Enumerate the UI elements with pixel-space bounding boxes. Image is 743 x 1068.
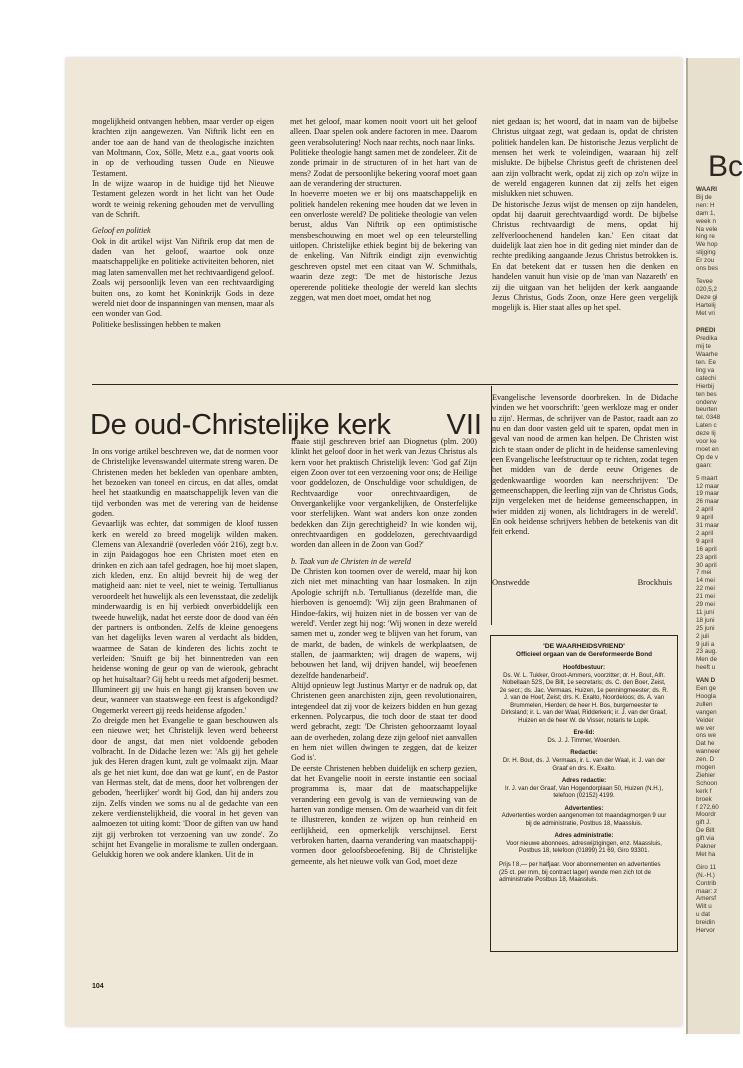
adjacent-page-line: Amersf: [696, 895, 716, 903]
colophon-redactie: Dr. H. Bout, ds. J. Vermaas, ir. L. van der Waal, ir. J. van der Graaf en drs. K. Exalto.: [502, 757, 666, 772]
colophon-adres-redactie-heading: Adres redactie:: [561, 777, 607, 785]
adjacent-page-line: 29 mei: [696, 601, 715, 608]
adjacent-page-line: Veider: [696, 716, 714, 724]
adjacent-page-line: broek: [696, 795, 712, 803]
adjacent-page-line: 22 mei: [696, 585, 715, 593]
colophon-box: [490, 635, 678, 952]
adjacent-page-line: king re: [696, 233, 715, 241]
adjacent-page-line: WAARI: [696, 186, 717, 193]
signature-place: Onstwedde: [492, 578, 530, 587]
adjacent-page-line: u dat: [696, 911, 711, 919]
adjacent-page-line: 020,5,2: [696, 285, 718, 293]
adjacent-page-line: Hartelij: [696, 301, 716, 309]
adjacent-page-line: 7 mei: [696, 569, 712, 577]
adjacent-page-heading: Bc: [708, 150, 743, 183]
adjacent-page-line: Wilt u: [696, 903, 712, 911]
adjacent-page-line: Met vri: [696, 309, 715, 317]
top-column-3: [492, 117, 678, 314]
adjacent-page-line: 12 maar: [696, 482, 720, 490]
adjacent-page-line: Contrib: [696, 879, 717, 887]
adjacent-page-line: wanneer: [696, 748, 721, 756]
top-col3-text: niet gedaan is; het woord, dat in naam van de bijbelse Christus uitgaat zegt, wat gedaan is, opdat de christen politiek handelen kan. De historische Jezus verplicht de mensen het werk te voleindigen, waaraan hij zelf mislukte. De bijbelse Christus geeft de christenen deel aan zijn volbracht werk, opdat zij zich op zo'n wijze in de wereld engageren kunnen dat zij zelfs het eigen mislukken niet schuwen. De historische Jezus wijst de mensen op zijn handelen, opdat hij daaruit gerechtvaardigd wordt. De bijbelse Christus rechtvaardigt de mens, opdat hij zelfverloochenend handelen kan.' Een citaat dat duidelijk laat zien hoe in dit geding niet minder dan de rechte prediking aangaande Jezus Christus betrokken is. En dat betekent dat er tussen hen die denken en handelen vanuit hun visie op de 'man van Nazareth' en zij die uitgaan van het belijden der kerk aangaande Jezus Christus, Gods Zoon, onze Here geen vergelijk mogelijk is. Hier staat alles op het spel.: [492, 117, 678, 313]
adjacent-page-line: gift J.: [696, 819, 712, 827]
adjacent-page-line: Na vele: [696, 225, 718, 233]
colophon-subtitle: Officieel orgaan van de Gereformeerde Bond: [515, 651, 653, 658]
adjacent-page-line: Moordr: [696, 811, 716, 819]
adjacent-page-line: gift via: [696, 835, 715, 843]
article-col3-text: Evangelische levensorde doorbreken. In de Didache vinden we het voorschrift: 'geen werkloze mag er onder u zijn'. Hermas, de schrijver van de Pastor, raadt aan zo nu en dan door vasten geld uit te sparen, opdat men in geval van nood de armen kan helpen. De Christen wist zich te staan onder de plicht in de heidense samenleving een Evangelische leefstructuur op te richten, zodat tegen het midden van de derde eeuw Origenes de gedenkwaardige woorden kan neerschrijven: 'De gemeenschappen, die leerling zijn van de Christus Gods, zijn vergeleken met de heidense gemeenschappen, in wier midden zij wonen, als lichtdragers in de wereld'. En ook heidense schrijvers hebben de betekenis van dit feit erkend.: [492, 393, 678, 537]
adjacent-page-line: ons we: [696, 732, 716, 740]
article-heading: De oud-Christelijke kerk: [90, 409, 391, 441]
adjacent-page-line: 21 mei: [696, 593, 715, 601]
adjacent-page-line: tel. 0348: [696, 414, 721, 422]
adjacent-page-line: kerk f: [696, 787, 712, 795]
adjacent-page-line: Hoogla: [696, 692, 716, 700]
adjacent-page-line: 2 april: [696, 529, 714, 537]
colophon-advertenties: Advertenties worden aangenomen tot maandagmorgen 9 uur bij de administratie, Postbus 18, Maassluis.: [501, 812, 667, 827]
adjacent-page-line: stijging: [696, 249, 716, 257]
adjacent-page-line: Bij de: [696, 193, 712, 201]
adjacent-page-line: Een ge: [696, 685, 716, 692]
top-column-1: [92, 117, 274, 330]
colophon-hoofdbestuur: Ds. W. L. Tukker, Groot-Ammers, voorzitter; dr. H. Bout, Alfr. Nobellaan 52S, De Bilt, 1e secretaris; ds. C. den Boer, Zeist, 2e secr.; ds. Jac. Vermaas, Huizen, 1e penningmeester; ds. R. J. van de Hoef, Zeist; drs. K. Exalto, Noordeloos; ds. A. van Brummelen, Hierden; de heer H. Bos, burgemeester te Dirksland; ir. L. van der Waal, Ridderkerk; ir. J. van der Graaf, Huizen en de heer W. de Visser, notaris te Lopik.: [499, 671, 669, 724]
adjacent-page-line: mogen: [696, 764, 716, 771]
adjacent-page-line: Predika: [696, 335, 718, 343]
top-col1-text-b: Ook in dit artikel wijst Van Niftrik erop dat men de daden van het geloof, waartoe ook onze maatschappelijke en politieke activiteiten behoren, niet mag laten samenvallen met het rechtvaardigend geloof. Zoals wij persoonlijk leven van een rechtvaardiging buiten ons, zo komt het Koninkrijk Gods in deze wereld niet door de inspanningen van mensen, maar als een wonder van God. Politieke beslissingen hebben te maken: [92, 236, 274, 329]
adjacent-page-line: 11 juni: [696, 608, 715, 616]
adjacent-page-line: zen. D: [696, 756, 715, 764]
adjacent-page-line: We hop: [696, 241, 718, 249]
adjacent-page-line: Op de v: [696, 453, 719, 461]
adjacent-page-line: Giro 11: [696, 863, 717, 871]
adjacent-page-line: 9 april: [696, 537, 714, 545]
adjacent-page-line: 19 maar: [696, 490, 720, 498]
adjacent-page-line: beurten: [696, 406, 718, 414]
adjacent-page-line: onderw: [696, 398, 717, 406]
adjacent-page-line: voor ke: [696, 438, 717, 445]
adjacent-page-line: ling va: [696, 366, 715, 374]
subheading-geloof-en-politiek: Geloof en politiek: [92, 226, 151, 236]
article-number: VII: [446, 409, 482, 441]
adjacent-page-line: Hervor: [696, 927, 715, 934]
adjacent-page-line: Er zou: [696, 257, 715, 265]
adjacent-page-edge: [686, 58, 743, 1034]
adjacent-page-line: nen: H: [696, 201, 715, 209]
adjacent-page-line: VAN D: [696, 677, 716, 685]
colophon-title: 'DE WAARHEIDSVRIEND': [543, 643, 625, 650]
adjacent-page-line: PREDI: [696, 327, 716, 335]
adjacent-page-line: 16 april: [696, 545, 717, 553]
section-divider: [92, 384, 678, 385]
top-col2-text: met het geloof, maar komen nooit voort uit het geloof alleen. Daar spelen ook andere factoren in mee. Daarom geen verabsolutering! Noch naar rechts, noch naar links. Politieke theologie hangt samen met de zondeleer. Zit de zonde primair in de structuren of in het hart van de mens? Zodat de persoonlijke bekering vooraf moet gaan aan de verandering der structuren. In hoeverre moeten we er bij ons maatschappelijk en politiek handelen rekening mee houden dat we leven in een onverloste wereld? De politieke theologie van velen berust, aldus Van Niftrik op een optimistische mensbeschouwing en moet wel op een teleurstelling uitlopen. Christelijke ethiek begint bij de bekering van de enkeling. Van Niftrik eindigt zijn evenwichtig geschreven opstel met een citaat van W. Schmithals, waarin deze zegt: 'De met de historische Jezus opererende politieke theologie der wereld kan slechts zeggen, wat men doet moet, omdat het nog: [290, 117, 477, 302]
article-column-1: [92, 447, 278, 861]
colophon-prijs: Prijs f 8,— per halfjaar. Voor abonnementen en advertenties (25 ct. per mm, bij contract lager) wende men zich tot de administratie Postbus 18, Maassluis.: [499, 861, 661, 884]
signature-name: Brockhuis: [637, 578, 672, 587]
article-col2-text-b: De Christen kon toornen over de wereld, maar hij kon zich niet met minachting van haar losmaken. In zijn Apologie schrijft n.b. Tertullianus (dezelfde man, die hierboven is genoemd): 'Wij zijn geen Brahmanen of Hindoe-fakirs, wij huizen niet in de bossen ver van de wereld'. Verder zegt hij nog: 'Wij wonen in deze wereld samen met u, zonder weg te blijven van het forum, van de markt, de baden, de winkels de werkplaatsen, de stallen, de jaarmarkten; wij dragen de wapens, wij bebouwen het land, wij drijven handel, wij beoefenen dezelfde handenarbeid'. Altijd opnieuw legt Justinus Martyr er de nadruk op, dat Christenen geen anarchisten zijn, geen revolutionairen, integendeel dat zij voor de keizers bidden en hun gezag erkennen. Polycarpus, die toch door de staat ter dood werd gebracht, zegt: 'De Christen gehoorzaamt loyaal aan de overheden, zolang deze zijn geloof niet aanvallen en hem niet willen dwingen te zeggen, dat de keizer God is'. De eerste Christenen hebben duidelijk en scherp gezien, dat het Evangelie nooit in eerste instantie een sociaal programma is, maar dat de maatschappelijke verandering een gevolg is van de vernieuwing van de harten van zondige mensen. Om de waarheid van dit feit te illustreren, konden ze wijzen op hun reinheid en eerlijkheid, een opmerkelijk verschijnsel. Eerst verbroken harten, daarna verandering van maatschappij-vormen door geloofsbeoefening. Bij de Christelijke gemeente, als het nieuwe volk van God, moet deze: [291, 567, 477, 866]
article-col1-text: In ons vorige artikel beschreven we, dat de normen voor de Christelijke levenswandel uitermate streng waren. De Christenen meden het bekleden van openbare ambten, het bezoeken van toneel en circus, en dat alles, omdat heel het staatkundig en maatschappelijk leven van die tijd verbonden was met de verering van de heidense goden. Gevaarlijk was echter, dat sommigen de kloof tussen kerk en wereld zo breed mogelijk wilden maken. Clemens van Alexandrië (overleden vóór 216), zegt b.v. in zijn Paidagogos hoe een Christen moet eten en drinken en zich aan tafel gedragen, hoe hij moet slapen, zich kleden, enz. En altijd bevreit hij de weg der matigheid aan: niet te veel, niet te weinig. Tertullianus veroordeelt het huwelijk als een levensstaat, die zedelijk minderwaardig is en hij verbiedt onverbiddelijk een tweede huwelijk, nadat het eerste door de dood van één der partners is ontbonden. Zelfs de kleine genoegens van het dagelijks leven waren al verdacht als bidden, waarmee de Satan de kinderen des lichts zocht te verleiden: 'Snuift ge bij het binnentreden van een heidense woning de geur op van de wierook, gebracht op het huisaltaar? Gij hebt u reeds met afgoderij besmet. Illumineert gij uw huis en hangt gij kransen boven uw deur, wanneer van staatswege een feest is afgekondigd? Ongemerkt vereert gij reeds heidense afgoden.' Zo dreigde men het Evangelie te gaan beschouwen als een nieuwe wet; het Christelijk leven werd beheerst door de angst, dat men niet voldoende geboden volbracht. In de Didache lezen we: 'Als gij het gehele juk des Heren dragen kunt, zult ge volmaakt zijn. Maar als ge het niet kunt, doe dan wat ge kunt', en de Pastor van Hermas stelt, dat de mens, door het volbrengen der geboden, 'heerlijker' wordt bij God, dan hij anders zou zijn. Zelfs vinden we soms nu al de gedachte van een zekere verdienstelijkheid, die vooral in het geven van aalmoezen tot uiting komt: 'Door de giften van uw hand zijt gij verbroken tot verzoening van uw zonde'. Zo schijnt het Evangelie in moralisme te zullen ondergaan. Gelukkig horen we ook andere klanken. Uit de in: [92, 447, 278, 860]
adjacent-page-line: f 272,60: [696, 803, 719, 811]
adjacent-page-line: dam 1,: [696, 209, 716, 217]
adjacent-page-line: Pakner: [696, 843, 716, 850]
adjacent-page-line: breidin: [696, 919, 715, 927]
adjacent-page-line: Laten c: [696, 422, 717, 430]
adjacent-page-line: Hierbij: [696, 382, 714, 390]
adjacent-page-line: maar: z: [696, 887, 717, 895]
adjacent-page-line: Tevee: [696, 277, 713, 285]
adjacent-page-line: 23 aug.: [696, 648, 718, 656]
article-column-3: [492, 393, 678, 538]
adjacent-page-line: 5 maart: [696, 474, 718, 482]
adjacent-page-line: deze lij: [696, 430, 716, 438]
adjacent-page-line: mij te: [696, 343, 712, 351]
adjacent-page-line: 2 april: [696, 506, 714, 514]
adjacent-page-line: Deze gi: [696, 293, 718, 301]
colophon-administratie: Voor nieuwe abonnees, adreswijzigingen, enz. Maassluis, Postbus 18, telefoon (01899) 21 69, Giro 93301.: [506, 839, 662, 855]
adjacent-page-line: moet en: [696, 445, 719, 453]
adjacent-page-line: Ziehier: [696, 771, 716, 779]
adjacent-page-line: ons bes: [696, 265, 719, 272]
adjacent-page-line: heeft u: [696, 664, 716, 672]
adjacent-page-line: 26 maar: [696, 498, 720, 506]
adjacent-page-line: 25 juni: [696, 624, 715, 632]
subheading-taak: b. Taak van de Christen in de wereld: [291, 556, 411, 566]
adjacent-page-line: 9 juli a: [696, 640, 715, 648]
adjacent-page-line: 2 juli: [696, 632, 709, 640]
adjacent-page-line: we ver: [696, 724, 715, 732]
colophon-erelid-heading: Ere-lid:: [573, 729, 595, 737]
adjacent-page-line: Schoon: [696, 779, 718, 787]
adjacent-page-line: 9 april: [696, 514, 714, 522]
adjacent-page-line: catechi: [696, 374, 716, 382]
adjacent-page-line: 30 april: [696, 561, 717, 569]
article-col2-text: fraaie stijl geschreven brief aan Diognetus (plm. 200) klinkt het geloof door in het werk van Jezus Christus als kern voor het praktisch Christelijk leven: 'God gaf Zijn eigen Zoon over tot een verzoening voor ons; de Heilige voor goddelozen, de Onschuldige voor schuldigen, de Rechtvaardige voor onrechtvaardigen, de Onvergankelijke voor vergankelijken, de Onsterfelijke voor sterfelijken. Want wat anders kon onze zonden bedekken dan Zijn gerechtigheid? In wie konden wij, onrechtvaardigen en goddelozen, gerechtvaardigd worden dan alleen in de Zoon van God?': [291, 437, 477, 550]
adjacent-page-line: De Bilt: [696, 827, 715, 835]
colophon-administratie-heading: Adres administratie:: [554, 832, 614, 840]
adjacent-page-line: 14 mei: [696, 577, 715, 585]
adjacent-page-line: (N.-H.): [696, 871, 715, 879]
top-column-2: [290, 117, 477, 303]
colophon-erelid: Ds. J. J. Timmer, Woerden.: [547, 736, 621, 744]
adjacent-page-line: 23 april: [696, 553, 717, 561]
adjacent-page-line: Men de: [696, 656, 718, 664]
adjacent-page-line: Met ha: [696, 850, 716, 858]
colophon-adres-redactie: Ir. J. van der Graaf, Van Hogendorplaan 50, Huizen (N.H.), telefoon (02152) 4199.: [504, 784, 664, 800]
article-column-2: [291, 437, 477, 867]
adjacent-page-line: Dat he: [696, 740, 715, 748]
adjacent-page-line: zullen: [696, 700, 713, 708]
adjacent-page-line: ten. Ee: [696, 359, 716, 366]
adjacent-page-line: 31 maar: [696, 522, 720, 529]
adjacent-page-line: vangen: [696, 708, 717, 716]
adjacent-page-line: Waarhe: [696, 351, 718, 359]
colophon-redactie-heading: Redactie:: [570, 749, 598, 757]
colophon-hoofdbestuur-heading: Hoofdbestuur:: [563, 664, 605, 671]
page-number: 104: [92, 983, 104, 990]
adjacent-page-line: gaan:: [696, 461, 712, 469]
adjacent-page-line: week n: [696, 217, 716, 225]
top-col1-text: mogelijkheid ontvangen hebben, maar verder op eigen krachten zijn aangewezen. Van Niftrik licht een en ander toe aan de hand van de theologische inzichten van Moltmann, Cox, Sölle, Metz e.a., gaat voorts ook in op de verhouding tussen Oude en Nieuwe Testament. In de wijze waarop in de huidige tijd het Nieuwe Testament gelezen wordt in het licht van het Oude wordt te weinig rekening gehouden met de vervulling van de Schrift.: [92, 117, 274, 220]
colophon-advertenties-heading: Advertenties:: [564, 804, 604, 812]
adjacent-page-line: 18 juni: [696, 616, 715, 624]
adjacent-page-line: ten bes: [696, 390, 717, 398]
